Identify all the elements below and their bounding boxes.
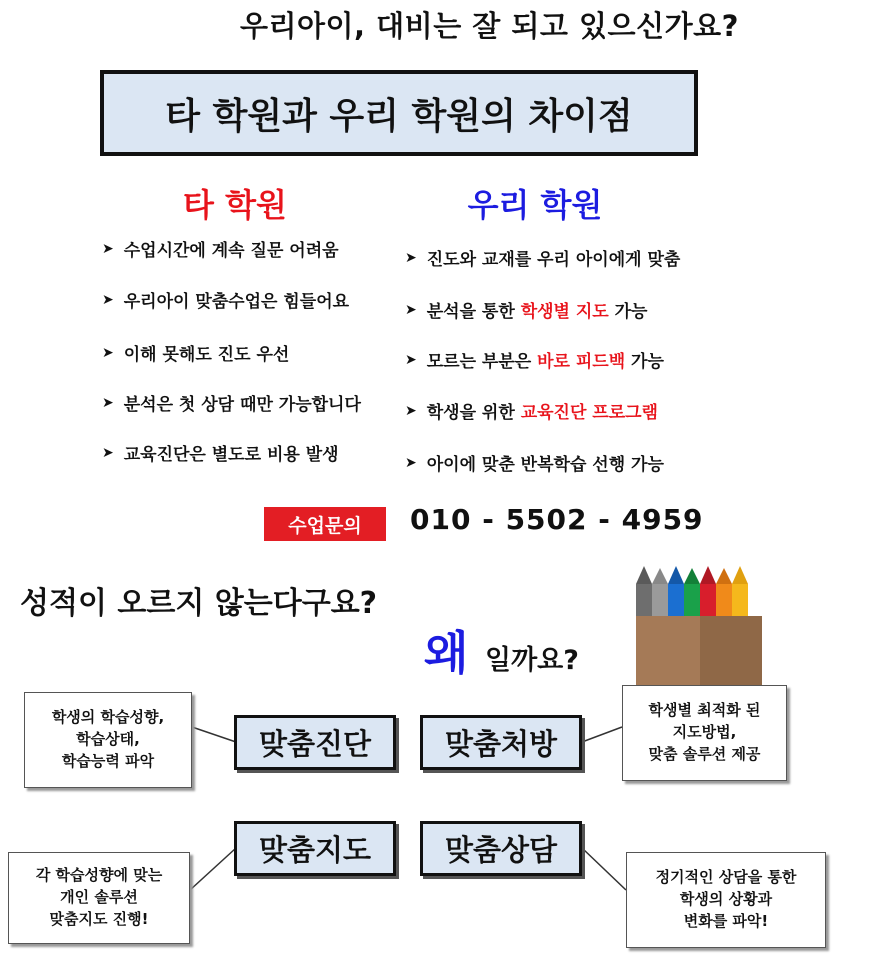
- phone-number[interactable]: 010 - 5502 - 4959: [410, 503, 704, 536]
- note-line: 맞춤지도 진행!: [49, 909, 149, 928]
- arrow-right-icon: ➤: [405, 301, 417, 318]
- note-line: 각 학습성향에 맞는: [35, 866, 163, 885]
- note-line: 학습상태,: [76, 730, 140, 749]
- note-line: 맞춤 솔루션 제공: [648, 744, 761, 763]
- other-academy-heading: 타 학원: [183, 186, 287, 224]
- note-line: 변화를 파악!: [683, 911, 769, 930]
- arrow-right-icon: ➤: [102, 291, 114, 308]
- keyword-guidance: 맞춤지도: [234, 821, 396, 876]
- other-item-text: 분석은 첫 상담 때만 가능합니다: [123, 395, 361, 415]
- why-rest: 일까요?: [485, 645, 579, 676]
- arrow-right-icon: ➤: [102, 444, 114, 461]
- our-item-text: 학생을 위한: [426, 403, 521, 423]
- other-item-text: 수업시간에 계속 질문 어려움: [123, 241, 339, 261]
- our-item-text: 모르는 부분은: [426, 352, 538, 372]
- arrow-right-icon: ➤: [102, 344, 114, 361]
- arrow-right-icon: ➤: [405, 249, 417, 266]
- our-item-text: 아이에 맞춘 반복학습 선행 가능: [426, 455, 664, 475]
- arrow-right-icon: ➤: [102, 394, 114, 411]
- our-item-highlight: 학생별 지도: [520, 302, 609, 322]
- keyword-counseling: 맞춤상담: [420, 821, 582, 876]
- keyword-diagnosis: 맞춤진단: [234, 715, 396, 770]
- keyword-prescription: 맞춤처방: [420, 715, 582, 770]
- note-line: 지도방법,: [672, 723, 737, 742]
- note-line: 학습능력 파악: [61, 751, 155, 770]
- contact-label: 수업문의: [264, 507, 386, 541]
- arrow-right-icon: ➤: [102, 240, 114, 257]
- other-item-text: 교육진단은 별도로 비용 발생: [123, 445, 339, 465]
- arrow-right-icon: ➤: [405, 402, 417, 419]
- headline: 우리아이, 대비는 잘 되고 있으신가요?: [240, 9, 739, 43]
- note-line: 학생별 최적화 된: [648, 701, 761, 720]
- arrow-right-icon: ➤: [405, 351, 417, 368]
- note-line: 학생의 상황과: [679, 890, 773, 909]
- note-line: 개인 솔루션: [60, 888, 138, 907]
- our-item-highlight: 교육진단 프로그램: [520, 403, 658, 423]
- why-word: 왜: [424, 626, 469, 680]
- our-item-suffix: 가능: [625, 352, 664, 372]
- note-line: 정기적인 상담을 통한: [655, 868, 797, 887]
- note-counseling: [626, 852, 826, 948]
- note-line: 학생의 학습성향,: [51, 708, 165, 727]
- our-academy-heading: 우리 학원: [467, 186, 603, 224]
- note-prescription: [622, 685, 787, 781]
- our-item-text: 분석을 통한: [426, 302, 521, 322]
- our-item-suffix: 가능: [608, 302, 648, 322]
- question-heading: 성적이 오르지 않는다구요?: [20, 586, 378, 621]
- note-diagnosis: [24, 692, 192, 788]
- note-guidance: [8, 852, 190, 944]
- other-item-text: 이해 못해도 진도 우선: [123, 345, 290, 365]
- our-item-highlight: 바로 피드백: [537, 352, 626, 372]
- our-item-text: 진도와 교재를 우리 아이에게 맞춤: [426, 250, 681, 270]
- other-item-text: 우리아이 맞춤수업은 힘들어요: [123, 292, 350, 312]
- arrow-right-icon: ➤: [405, 454, 417, 471]
- comparison-title: 타 학원과 우리 학원의 차이점: [100, 70, 698, 156]
